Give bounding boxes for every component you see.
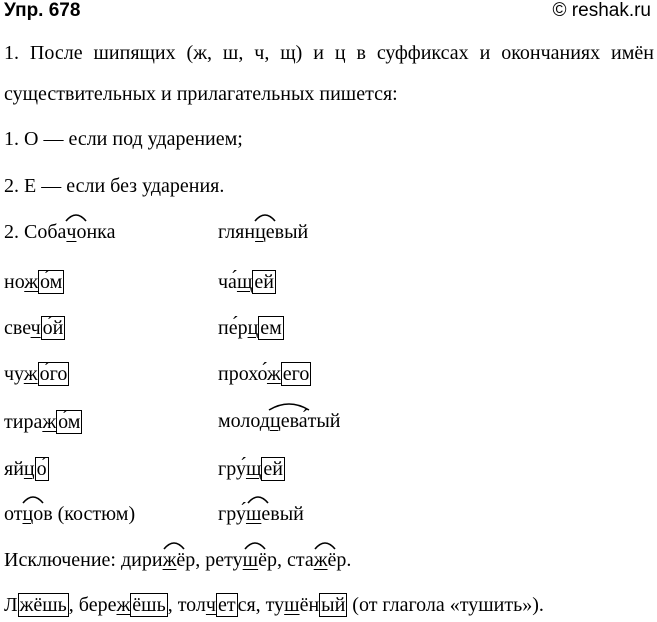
word-part: све bbox=[4, 317, 31, 339]
hissing-letter: ж bbox=[42, 411, 57, 433]
word-part: ча́ bbox=[218, 271, 237, 293]
hissing-letter: щ bbox=[245, 458, 262, 480]
word-part: чу bbox=[4, 363, 24, 385]
ending-box: о́м bbox=[58, 411, 81, 433]
suffix-arc-icon bbox=[268, 401, 310, 411]
suffix-vowel: е bbox=[261, 503, 271, 525]
exception-line bbox=[4, 549, 351, 572]
suffix-vowel: ё bbox=[258, 549, 267, 571]
separator: , bbox=[68, 594, 79, 616]
word-part: гля bbox=[218, 221, 245, 243]
word-part: прохо́ bbox=[218, 363, 267, 385]
word-part: нка bbox=[86, 221, 116, 243]
verb-note: (от глагола «тушить»). bbox=[347, 594, 544, 616]
suffix-arc-icon bbox=[254, 212, 276, 222]
ending-box: о́м bbox=[40, 271, 63, 293]
word-part: 2. Соба bbox=[4, 221, 67, 243]
ending-box: о́й bbox=[42, 317, 64, 339]
rule-line-1: 1. После шипящих (ж, ш, ч, щ) и ц в суффиксах и окончаниях имён bbox=[4, 42, 654, 64]
arc-group bbox=[22, 503, 43, 526]
hissing-letter: щ bbox=[236, 271, 253, 293]
arc-group bbox=[243, 549, 267, 572]
suffix-arc-icon bbox=[65, 212, 87, 222]
exception-label: Исключение: bbox=[4, 549, 121, 571]
hissing-letter: ж bbox=[266, 363, 281, 385]
word-part: но bbox=[4, 271, 25, 293]
ending-box: ей bbox=[263, 458, 283, 480]
hissing-letter: ч bbox=[30, 317, 41, 339]
word-part: ён bbox=[299, 594, 320, 616]
rule-line-2: существительных и прилагательных пишется: bbox=[4, 83, 398, 105]
ending-box: ет bbox=[217, 594, 236, 616]
example-prokhozhego bbox=[218, 362, 311, 386]
word-part: р bbox=[336, 549, 347, 571]
hissing-letter: ч bbox=[66, 221, 77, 243]
suffix-arc-icon bbox=[244, 540, 266, 550]
word-part: ту bbox=[265, 594, 285, 616]
word-part: дири bbox=[120, 549, 163, 571]
hissing-letter: ц bbox=[247, 317, 259, 339]
suffix-part: ева bbox=[280, 410, 308, 432]
word-part: ста bbox=[286, 549, 314, 571]
hissing-letter: ц bbox=[22, 503, 34, 525]
hissing-letter: ж bbox=[116, 594, 131, 616]
separator: , bbox=[255, 594, 266, 616]
word-part: гру́ bbox=[218, 503, 246, 525]
rule-case-e: 2. Е — если без ударения. bbox=[4, 175, 225, 197]
arc-group bbox=[270, 410, 308, 433]
word-part: тол bbox=[177, 594, 206, 616]
example-svechoy bbox=[4, 316, 65, 340]
ending-box: жёшь bbox=[19, 594, 67, 616]
example-tirazhom bbox=[4, 410, 82, 434]
suffix-vowel: ё bbox=[176, 549, 186, 571]
example-molodtsevatyy bbox=[218, 410, 341, 433]
suffix-arc-icon bbox=[163, 540, 185, 550]
hissing-letter: ш bbox=[245, 503, 262, 525]
word-part: от bbox=[4, 503, 23, 525]
hissing-letter: ч bbox=[205, 594, 216, 616]
suffix-arc-icon bbox=[314, 540, 336, 550]
arc-group bbox=[314, 549, 337, 572]
word-part: бере bbox=[78, 594, 117, 616]
hissing-letter: ж bbox=[313, 549, 328, 571]
word-part: рету bbox=[205, 549, 243, 571]
ending-box: ёшь bbox=[132, 594, 166, 616]
arc-group bbox=[255, 221, 275, 244]
ending-box: о́ bbox=[36, 458, 47, 480]
hissing-letter: ш bbox=[284, 594, 300, 616]
suffix-vowel: ё bbox=[327, 549, 337, 571]
rule-case-o: 1. О — если под ударением; bbox=[4, 128, 243, 150]
ending-box: ем bbox=[260, 317, 282, 339]
example-chuzhogo bbox=[4, 362, 69, 386]
ending-box: его bbox=[282, 363, 310, 385]
suffix-vowel: о bbox=[76, 221, 87, 243]
hissing-letter: ж bbox=[24, 271, 39, 293]
ending-box: ей bbox=[254, 271, 274, 293]
separator: , bbox=[276, 549, 287, 571]
suffix-vowel: е bbox=[265, 221, 275, 243]
example-glyantsevyy bbox=[218, 221, 308, 244]
source-label: © reshak.ru bbox=[552, 0, 651, 21]
word-part: р bbox=[185, 549, 196, 571]
word-part: в (костюм) bbox=[43, 503, 136, 525]
hissing-letter: ж bbox=[162, 549, 177, 571]
hissing-letter: ц bbox=[23, 458, 35, 480]
separator: . bbox=[346, 549, 352, 571]
verbs-line bbox=[4, 593, 544, 617]
example-chashchey bbox=[218, 270, 276, 294]
example-ottsov bbox=[4, 503, 135, 526]
word-part: яй bbox=[4, 458, 24, 480]
ending-box: ый bbox=[321, 594, 346, 616]
arc-group bbox=[66, 221, 86, 244]
word-part: Л bbox=[4, 594, 18, 616]
word-part: гру́ bbox=[218, 458, 246, 480]
word-part: тый bbox=[307, 410, 341, 432]
word-part: пе́р bbox=[218, 317, 248, 339]
example-nozhom bbox=[4, 270, 64, 294]
word-part: тира bbox=[4, 411, 43, 433]
example-grushevyy bbox=[218, 503, 304, 526]
word-part: вый bbox=[274, 221, 309, 243]
separator: , bbox=[195, 549, 206, 571]
word-part: р bbox=[266, 549, 277, 571]
word-part: н bbox=[244, 221, 256, 243]
suffix-arc-icon bbox=[22, 494, 44, 504]
exercise-title: Упр. 678 bbox=[4, 0, 81, 21]
example-sobachonka bbox=[4, 221, 115, 244]
word-part: молод bbox=[218, 410, 270, 432]
example-grushchey bbox=[218, 457, 285, 481]
ending-box: о́го bbox=[39, 363, 68, 385]
example-yaytso bbox=[4, 457, 49, 481]
word-part: ся bbox=[237, 594, 256, 616]
suffix-vowel: о bbox=[33, 503, 44, 525]
suffix-arc-icon bbox=[247, 494, 269, 504]
example-pertsem bbox=[218, 316, 284, 340]
separator: , bbox=[167, 594, 178, 616]
hissing-letter: ш bbox=[242, 549, 259, 571]
hissing-letter: ж bbox=[23, 363, 38, 385]
word-part: вый bbox=[270, 503, 304, 525]
arc-group bbox=[246, 503, 270, 526]
arc-group bbox=[163, 549, 186, 572]
hissing-letter: ц bbox=[269, 410, 281, 432]
hissing-letter: ц bbox=[255, 221, 266, 243]
